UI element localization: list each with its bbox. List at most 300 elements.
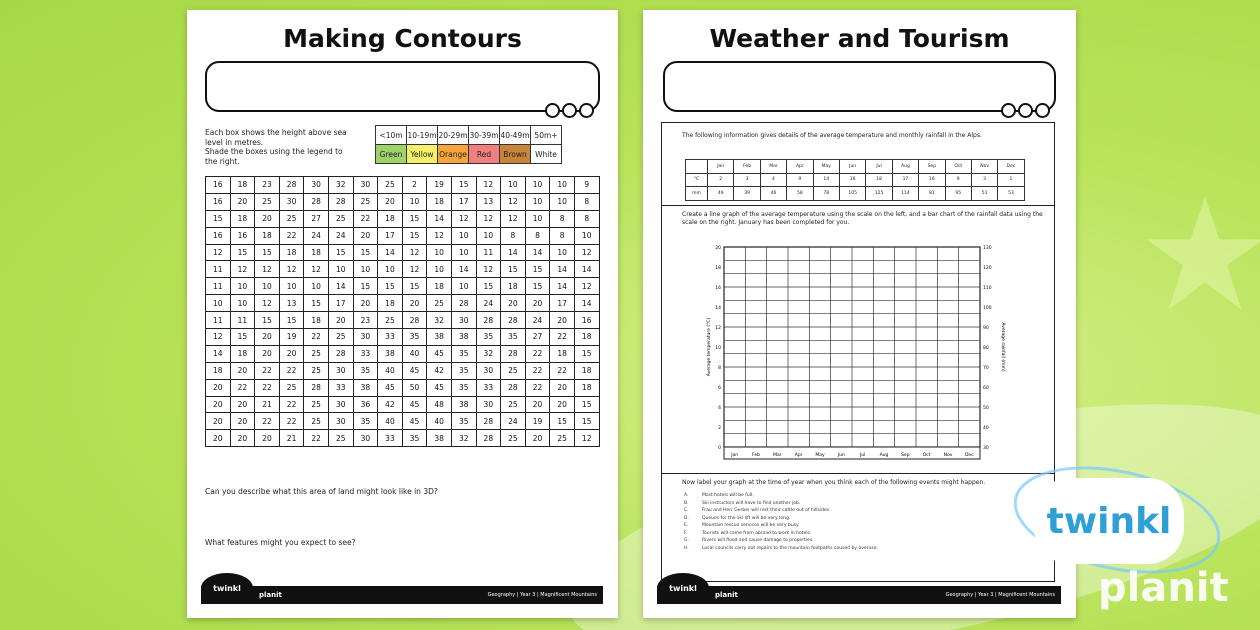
grid-cell[interactable]: 18 <box>304 244 329 261</box>
grid-cell[interactable]: 20 <box>206 430 231 447</box>
grid-cell[interactable]: 10 <box>550 193 575 210</box>
grid-cell[interactable]: 10 <box>378 261 403 278</box>
month-tick-label: Jul <box>859 453 866 458</box>
grid-cell[interactable]: 18 <box>279 244 304 261</box>
grid-cell[interactable]: 10 <box>230 278 255 295</box>
grid-cell[interactable]: 12 <box>279 261 304 278</box>
grid-cell[interactable]: 20 <box>230 193 255 210</box>
weather-cell: 16 <box>919 173 945 187</box>
grid-cell[interactable]: 20 <box>255 329 280 346</box>
grid-cell[interactable]: 20 <box>501 295 526 312</box>
grid-cell[interactable]: 12 <box>476 177 501 194</box>
grid-cell[interactable]: 20 <box>550 396 575 413</box>
weather-cell: Apr <box>787 160 813 174</box>
grid-cell[interactable]: 28 <box>476 413 501 430</box>
grid-cell[interactable]: 42 <box>378 396 403 413</box>
grid-cell[interactable]: 11 <box>476 244 501 261</box>
grid-cell[interactable]: 38 <box>353 379 378 396</box>
grid-cell[interactable]: 18 <box>574 362 599 379</box>
grid-cell[interactable]: 32 <box>476 345 501 362</box>
grid-cell[interactable]: 10 <box>328 261 353 278</box>
grid-cell[interactable]: 15 <box>353 244 378 261</box>
grid-cell[interactable]: 14 <box>378 244 403 261</box>
grid-cell[interactable]: 17 <box>550 295 575 312</box>
grid-cell[interactable]: 23 <box>255 177 280 194</box>
grid-cell[interactable]: 12 <box>574 430 599 447</box>
event-letter: F. <box>684 530 688 536</box>
grid-cell[interactable]: 33 <box>476 379 501 396</box>
grid-cell[interactable]: 30 <box>476 362 501 379</box>
grid-cell[interactable]: 25 <box>279 379 304 396</box>
grid-cell[interactable]: 14 <box>501 244 526 261</box>
grid-cell[interactable]: 20 <box>230 362 255 379</box>
event-letter: G. <box>684 538 689 543</box>
page-title: Making Contours <box>283 24 522 53</box>
grid-cell[interactable]: 40 <box>427 413 452 430</box>
grid-cell[interactable]: 14 <box>574 261 599 278</box>
grid-cell[interactable]: 45 <box>402 396 427 413</box>
grid-row <box>206 177 600 194</box>
grid-cell[interactable]: 25 <box>378 312 403 329</box>
legend-range: 40-49m <box>500 126 531 145</box>
month-tick-label: May <box>815 453 825 458</box>
grid-cell[interactable]: 22 <box>525 345 550 362</box>
legend-color: Yellow <box>407 145 438 164</box>
height-grid <box>205 176 600 447</box>
grid-cell[interactable]: 12 <box>230 261 255 278</box>
grid-cell[interactable]: 28 <box>279 177 304 194</box>
grid-cell[interactable]: 30 <box>353 177 378 194</box>
grid-cell[interactable]: 38 <box>451 329 476 346</box>
grid-cell[interactable]: 10 <box>230 295 255 312</box>
grid-cell[interactable]: 35 <box>451 362 476 379</box>
grid-cell[interactable]: 30 <box>328 362 353 379</box>
grid-cell[interactable]: 12 <box>451 210 476 227</box>
grid-cell[interactable]: 12 <box>501 210 526 227</box>
grid-cell[interactable]: 10 <box>574 227 599 244</box>
grid-cell[interactable]: 22 <box>353 210 378 227</box>
grid-cell[interactable]: 22 <box>304 430 329 447</box>
grid-cell[interactable]: 28 <box>501 312 526 329</box>
grid-cell[interactable]: 28 <box>328 193 353 210</box>
grid-cell[interactable]: 10 <box>525 210 550 227</box>
grid-cell[interactable]: 18 <box>230 345 255 362</box>
grid-cell[interactable]: 20 <box>255 430 280 447</box>
grid-cell[interactable]: 35 <box>402 329 427 346</box>
legend-range: 10-19m <box>407 126 438 145</box>
event-item <box>684 500 878 508</box>
grid-cell[interactable]: 15 <box>206 210 231 227</box>
y-right-tick: 130 <box>983 246 992 251</box>
event-text: Tourists will come from abroad to work in hotels. <box>702 530 812 536</box>
weather-cell: 3 <box>734 173 760 187</box>
grid-cell[interactable]: 10 <box>525 193 550 210</box>
legend-color: Orange <box>438 145 469 164</box>
grid-cell[interactable]: 45 <box>378 379 403 396</box>
grid-cell[interactable]: 33 <box>328 379 353 396</box>
grid-cell[interactable]: 8 <box>574 193 599 210</box>
grid-cell[interactable]: 35 <box>451 345 476 362</box>
name-box[interactable] <box>205 61 600 112</box>
grid-cell[interactable]: 32 <box>328 177 353 194</box>
grid-cell[interactable]: 30 <box>279 193 304 210</box>
grid-cell[interactable]: 14 <box>451 261 476 278</box>
grid-cell[interactable]: 28 <box>476 312 501 329</box>
grid-cell[interactable]: 17 <box>378 227 403 244</box>
grid-cell[interactable]: 10 <box>550 244 575 261</box>
grid-cell[interactable]: 28 <box>328 345 353 362</box>
grid-cell[interactable]: 33 <box>378 329 403 346</box>
grid-cell[interactable]: 28 <box>501 379 526 396</box>
grid-cell[interactable]: 20 <box>255 345 280 362</box>
grid-cell[interactable]: 15 <box>402 278 427 295</box>
grid-cell[interactable]: 40 <box>378 362 403 379</box>
grid-cell[interactable]: 9 <box>574 177 599 194</box>
grid-cell[interactable]: 20 <box>550 379 575 396</box>
grid-cell[interactable]: 12 <box>304 261 329 278</box>
grid-cell[interactable]: 23 <box>353 312 378 329</box>
grid-cell[interactable]: 25 <box>353 193 378 210</box>
grid-cell[interactable]: 10 <box>501 177 526 194</box>
grid-cell[interactable]: 25 <box>378 177 403 194</box>
y-right-axis-label: Average rainfall (mm) <box>1000 322 1005 372</box>
grid-cell[interactable]: 21 <box>255 396 280 413</box>
grid-cell[interactable]: 35 <box>353 362 378 379</box>
grid-cell[interactable]: 12 <box>427 227 452 244</box>
weather-cell: 46 <box>760 187 786 201</box>
grid-cell[interactable]: 14 <box>550 261 575 278</box>
grid-cell[interactable]: 25 <box>304 362 329 379</box>
weather-cell: Sep <box>919 160 945 174</box>
grid-cell[interactable]: 8 <box>574 210 599 227</box>
grid-cell[interactable]: 18 <box>501 278 526 295</box>
grid-cell[interactable]: 12 <box>501 193 526 210</box>
grid-cell[interactable]: 20 <box>525 430 550 447</box>
event-item <box>684 507 878 515</box>
grid-cell[interactable]: 18 <box>427 278 452 295</box>
grid-cell[interactable]: 14 <box>427 210 452 227</box>
grid-cell[interactable]: 27 <box>304 210 329 227</box>
month-tick-label: Sep <box>901 453 910 458</box>
grid-cell[interactable]: 28 <box>304 193 329 210</box>
grid-cell[interactable]: 45 <box>427 379 452 396</box>
grid-cell[interactable]: 20 <box>525 396 550 413</box>
grid-cell[interactable]: 15 <box>255 312 280 329</box>
grid-cell[interactable]: 21 <box>279 430 304 447</box>
grid-cell[interactable]: 38 <box>427 329 452 346</box>
grid-cell[interactable]: 12 <box>476 261 501 278</box>
grid-cell[interactable]: 25 <box>328 430 353 447</box>
grid-cell[interactable]: 24 <box>501 413 526 430</box>
grid-cell[interactable]: 15 <box>402 227 427 244</box>
grid-cell[interactable]: 30 <box>476 396 501 413</box>
grid-cell[interactable]: 17 <box>328 295 353 312</box>
grid-cell[interactable]: 12 <box>402 261 427 278</box>
grid-cell[interactable]: 12 <box>255 261 280 278</box>
grid-cell[interactable]: 33 <box>353 345 378 362</box>
grid-cell[interactable]: 22 <box>255 413 280 430</box>
grid-cell[interactable]: 10 <box>427 244 452 261</box>
grid-cell[interactable]: 18 <box>255 227 280 244</box>
grid-cell[interactable]: 20 <box>353 227 378 244</box>
grid-cell[interactable]: 20 <box>255 210 280 227</box>
grid-cell[interactable]: 12 <box>206 244 231 261</box>
grid-cell[interactable]: 16 <box>206 177 231 194</box>
grid-cell[interactable]: 16 <box>206 227 231 244</box>
grid-cell[interactable]: 18 <box>230 210 255 227</box>
grid-cell[interactable]: 14 <box>550 278 575 295</box>
grid-cell[interactable]: 48 <box>427 396 452 413</box>
grid-cell[interactable]: 10 <box>279 278 304 295</box>
grid-cell[interactable]: 45 <box>402 362 427 379</box>
weather-cell: Feb <box>734 160 760 174</box>
grid-cell[interactable]: 38 <box>427 430 452 447</box>
grid-cell[interactable]: 32 <box>451 430 476 447</box>
grid-cell[interactable]: 22 <box>279 413 304 430</box>
grid-cell[interactable]: 28 <box>476 430 501 447</box>
twinkl-brand-badge <box>1034 478 1184 564</box>
grid-cell[interactable]: 15 <box>328 244 353 261</box>
grid-cell[interactable]: 20 <box>378 193 403 210</box>
y-right-tick: 50 <box>983 406 989 411</box>
grid-cell[interactable]: 30 <box>353 430 378 447</box>
grid-cell[interactable]: 15 <box>353 278 378 295</box>
grid-cell[interactable]: 18 <box>230 177 255 194</box>
grid-cell[interactable]: 24 <box>476 295 501 312</box>
grid-cell[interactable]: 10 <box>427 261 452 278</box>
grid-cell[interactable]: 28 <box>451 295 476 312</box>
grid-cell[interactable]: 19 <box>427 177 452 194</box>
grid-cell[interactable]: 18 <box>206 362 231 379</box>
grid-cell[interactable]: 25 <box>304 396 329 413</box>
weather-cell: Jan <box>708 160 734 174</box>
grid-cell[interactable]: 15 <box>255 244 280 261</box>
grid-cell[interactable]: 11 <box>206 312 231 329</box>
grid-cell[interactable]: 18 <box>378 210 403 227</box>
grid-cell[interactable]: 14 <box>328 278 353 295</box>
grid-cell[interactable]: 10 <box>451 227 476 244</box>
grid-cell[interactable]: 10 <box>550 177 575 194</box>
grid-cell[interactable]: 16 <box>206 193 231 210</box>
grid-cell[interactable]: 32 <box>427 312 452 329</box>
event-item <box>684 545 878 553</box>
grid-cell[interactable]: 12 <box>574 244 599 261</box>
grid-cell[interactable]: 38 <box>451 396 476 413</box>
grid-cell[interactable]: 20 <box>206 396 231 413</box>
weather-cell: 18 <box>866 173 892 187</box>
grid-cell[interactable]: 28 <box>402 312 427 329</box>
grid-cell[interactable]: 45 <box>427 345 452 362</box>
grid-cell[interactable]: 40 <box>402 345 427 362</box>
event-item <box>684 492 878 500</box>
grid-cell[interactable]: 10 <box>451 244 476 261</box>
grid-cell[interactable]: 10 <box>206 295 231 312</box>
grid-cell[interactable]: 18 <box>574 329 599 346</box>
grid-cell[interactable]: 42 <box>427 362 452 379</box>
grid-cell[interactable]: 13 <box>476 193 501 210</box>
grid-cell[interactable]: 15 <box>574 413 599 430</box>
grid-cell[interactable]: 30 <box>328 396 353 413</box>
grid-cell[interactable]: 15 <box>230 244 255 261</box>
grid-cell[interactable]: 12 <box>574 278 599 295</box>
grid-cell[interactable]: 20 <box>206 413 231 430</box>
grid-cell[interactable]: 35 <box>476 329 501 346</box>
blank-graph[interactable] <box>706 241 1006 467</box>
grid-cell[interactable]: 15 <box>476 278 501 295</box>
grid-cell[interactable]: 25 <box>304 345 329 362</box>
grid-cell[interactable]: 15 <box>402 210 427 227</box>
grid-cell[interactable]: 20 <box>525 295 550 312</box>
grid-cell[interactable]: 22 <box>525 379 550 396</box>
grid-cell[interactable]: 22 <box>304 329 329 346</box>
grid-cell[interactable]: 10 <box>402 193 427 210</box>
grid-cell[interactable]: 2 <box>402 177 427 194</box>
weather-cell: 49 <box>708 187 734 201</box>
grid-cell[interactable]: 30 <box>328 413 353 430</box>
grid-cell[interactable]: 15 <box>550 413 575 430</box>
grid-cell[interactable]: 15 <box>451 177 476 194</box>
grid-row <box>206 345 600 362</box>
grid-cell[interactable]: 35 <box>451 379 476 396</box>
grid-row <box>206 261 600 278</box>
grid-cell[interactable]: 20 <box>206 379 231 396</box>
grid-cell[interactable]: 45 <box>402 413 427 430</box>
grid-cell[interactable]: 8 <box>550 227 575 244</box>
event-text: Frau and Herr Gerber will rest their cattle out of hillsides. <box>702 508 831 513</box>
grid-cell[interactable]: 10 <box>353 261 378 278</box>
grid-cell[interactable]: 15 <box>230 329 255 346</box>
grid-cell[interactable]: 22 <box>230 379 255 396</box>
grid-cell[interactable]: 14 <box>206 345 231 362</box>
grid-cell[interactable]: 15 <box>501 261 526 278</box>
grid-cell[interactable]: 10 <box>476 227 501 244</box>
grid-cell[interactable]: 15 <box>304 295 329 312</box>
grid-cell[interactable]: 18 <box>550 345 575 362</box>
grid-cell[interactable]: 8 <box>501 227 526 244</box>
grid-cell[interactable]: 15 <box>378 278 403 295</box>
grid-cell[interactable]: 20 <box>328 312 353 329</box>
grid-cell[interactable]: 13 <box>279 295 304 312</box>
grid-cell[interactable]: 11 <box>230 312 255 329</box>
name-box[interactable] <box>663 61 1056 112</box>
grid-cell[interactable]: 25 <box>427 295 452 312</box>
grid-cell[interactable]: 40 <box>378 413 403 430</box>
grid-cell[interactable]: 28 <box>304 379 329 396</box>
grid-cell[interactable]: 22 <box>279 227 304 244</box>
y-left-tick: 20 <box>715 246 721 251</box>
event-item <box>684 530 878 538</box>
grid-cell[interactable]: 17 <box>451 193 476 210</box>
grid-cell[interactable]: 18 <box>378 295 403 312</box>
grid-cell[interactable]: 35 <box>353 413 378 430</box>
grid-cell[interactable]: 50 <box>402 379 427 396</box>
grid-cell[interactable]: 12 <box>402 244 427 261</box>
grid-cell[interactable]: 18 <box>427 193 452 210</box>
grid-cell[interactable]: 28 <box>501 345 526 362</box>
grid-cell[interactable]: 20 <box>279 345 304 362</box>
grid-cell[interactable]: 22 <box>550 329 575 346</box>
grid-cell[interactable]: 18 <box>304 312 329 329</box>
grid-cell[interactable]: 25 <box>550 430 575 447</box>
grid-cell[interactable]: 8 <box>550 210 575 227</box>
y-left-axis-label: Average temperature (°C) <box>707 317 712 377</box>
grid-cell[interactable]: 22 <box>525 362 550 379</box>
grid-cell[interactable]: 15 <box>279 312 304 329</box>
legend-range: 20-29m <box>438 126 469 145</box>
legend-color: Green <box>376 145 407 164</box>
grid-cell[interactable]: 20 <box>402 295 427 312</box>
grid-cell[interactable]: 11 <box>206 278 231 295</box>
grid-cell[interactable]: 30 <box>304 177 329 194</box>
grid-cell[interactable]: 22 <box>279 362 304 379</box>
grid-cell[interactable]: 14 <box>574 295 599 312</box>
grid-cell[interactable]: 35 <box>402 430 427 447</box>
grid-cell[interactable]: 10 <box>451 278 476 295</box>
grid-cell[interactable]: 10 <box>255 278 280 295</box>
grid-cell[interactable]: 22 <box>255 379 280 396</box>
grid-cell[interactable]: 25 <box>501 396 526 413</box>
grid-cell[interactable]: 24 <box>525 312 550 329</box>
grid-cell[interactable]: 22 <box>255 362 280 379</box>
grid-cell[interactable]: 18 <box>574 379 599 396</box>
grid-cell[interactable]: 16 <box>574 312 599 329</box>
y-right-tick: 80 <box>983 346 989 351</box>
grid-cell[interactable]: 25 <box>304 413 329 430</box>
grid-cell[interactable]: 24 <box>304 227 329 244</box>
grid-cell[interactable]: 8 <box>525 227 550 244</box>
grid-cell[interactable]: 25 <box>279 210 304 227</box>
grid-cell[interactable]: 19 <box>525 413 550 430</box>
grid-cell[interactable]: 15 <box>574 345 599 362</box>
grid-cell[interactable]: 25 <box>501 362 526 379</box>
grid-cell[interactable]: 35 <box>451 413 476 430</box>
grid-cell[interactable]: 38 <box>378 345 403 362</box>
grid-cell[interactable]: 20 <box>550 312 575 329</box>
grid-cell[interactable]: 19 <box>279 329 304 346</box>
grid-cell[interactable]: 10 <box>304 278 329 295</box>
grid-cell[interactable]: 20 <box>230 396 255 413</box>
grid-cell[interactable]: 36 <box>353 396 378 413</box>
grid-cell[interactable]: 20 <box>230 430 255 447</box>
grid-cell[interactable]: 25 <box>255 193 280 210</box>
grid-cell[interactable]: 30 <box>353 329 378 346</box>
grid-cell[interactable]: 22 <box>550 362 575 379</box>
grid-cell[interactable]: 25 <box>328 210 353 227</box>
grid-cell[interactable]: 15 <box>574 396 599 413</box>
grid-cell[interactable]: 35 <box>501 329 526 346</box>
grid-cell[interactable]: 12 <box>206 329 231 346</box>
grid-cell[interactable]: 15 <box>525 278 550 295</box>
grid-cell[interactable]: 14 <box>525 244 550 261</box>
grid-cell[interactable]: 16 <box>230 227 255 244</box>
grid-cell[interactable]: 25 <box>501 430 526 447</box>
grid-cell[interactable]: 12 <box>476 210 501 227</box>
grid-cell[interactable]: 22 <box>279 396 304 413</box>
grid-cell[interactable]: 30 <box>451 312 476 329</box>
grid-cell[interactable]: 20 <box>230 413 255 430</box>
grid-cell[interactable]: 11 <box>206 261 231 278</box>
event-letter: E. <box>684 523 689 528</box>
question-features: What features might you expect to see? <box>205 538 356 547</box>
grid-cell[interactable]: 20 <box>353 295 378 312</box>
grid-cell[interactable]: 25 <box>328 329 353 346</box>
grid-cell[interactable]: 10 <box>525 177 550 194</box>
grid-cell[interactable]: 24 <box>328 227 353 244</box>
grid-cell[interactable]: 12 <box>255 295 280 312</box>
grid-cell[interactable]: 15 <box>525 261 550 278</box>
grid-cell[interactable]: 27 <box>525 329 550 346</box>
grid-cell[interactable]: 33 <box>378 430 403 447</box>
